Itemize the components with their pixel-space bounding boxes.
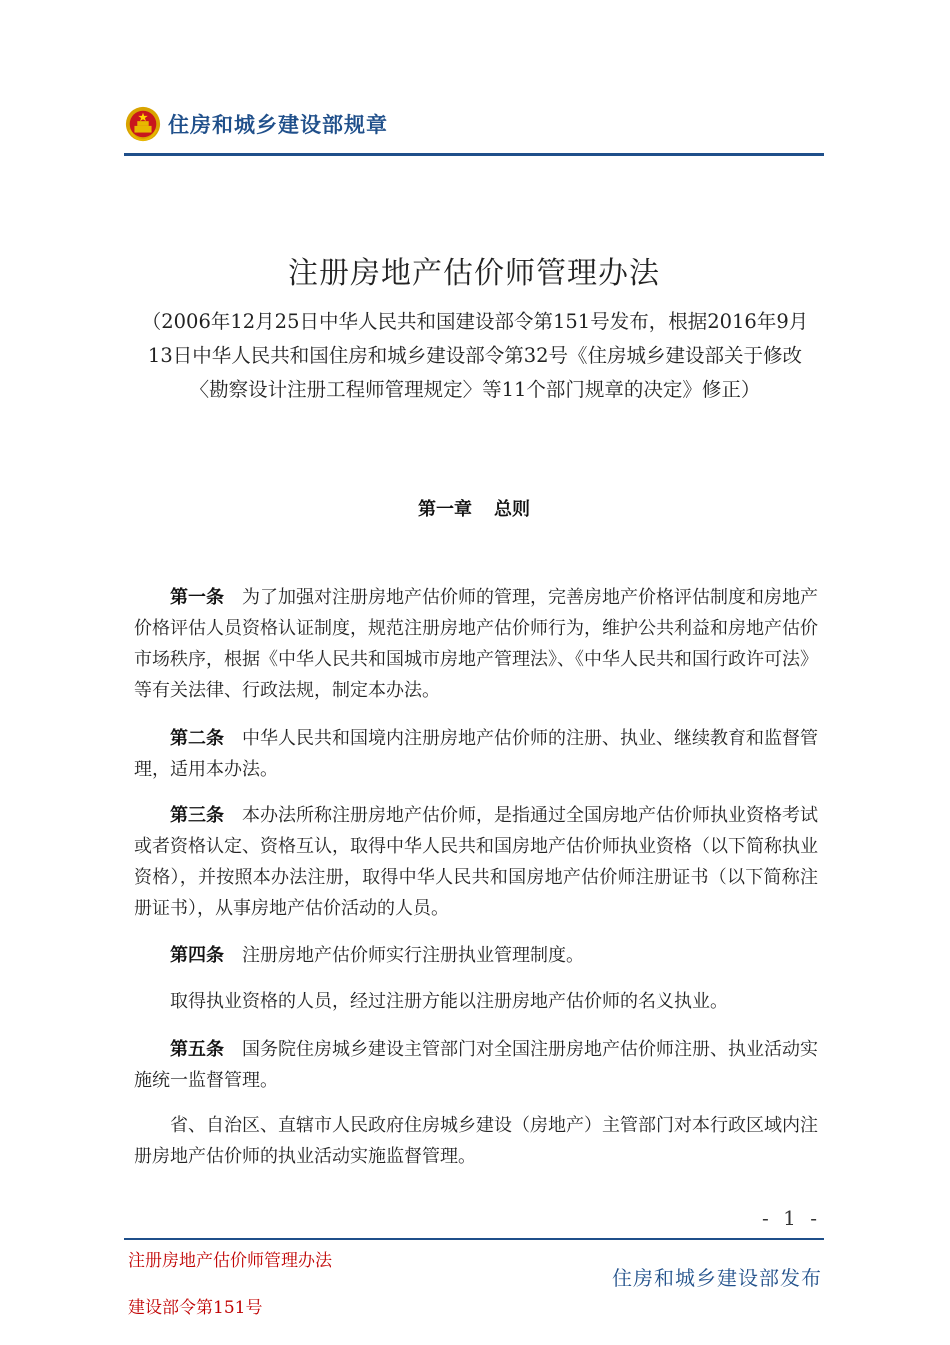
chapter-heading: [124, 495, 824, 521]
article-text: 取得执业资格的人员，经过注册方能以注册房地产估价师的名义执业。: [170, 991, 728, 1012]
article-paragraph: [134, 800, 818, 924]
chapter-number: 第一章: [418, 499, 472, 520]
article-text: 为了加强对注册房地产估价师的管理，完善房地产价格评估制度和房地产价格评估人员资格认证制度，规范注册房地产估价师行为，维护公共利益和房地产估价市场秩序，根据《中华人民共和国城市房地产管理法》、《中华人民共和国行政许可法》等有关法律、行政法规，制定本办法。: [134, 587, 818, 701]
header-divider: [124, 153, 824, 156]
header-title: 住房和城乡建设部规章: [168, 113, 388, 137]
footer-publisher: 住房和城乡建设部发布: [612, 1266, 822, 1290]
footer-document-title: 注册房地产估价师管理办法: [128, 1251, 332, 1271]
page-header: [124, 102, 388, 146]
article-label: 第四条: [170, 945, 224, 966]
article-label: 第二条: [170, 728, 224, 749]
document-title: 注册房地产估价师管理办法: [288, 256, 660, 291]
article-paragraph: [134, 940, 818, 971]
article-label: 第一条: [170, 587, 224, 608]
article-paragraph: [134, 723, 818, 785]
article-paragraph: [134, 986, 818, 1017]
article-text: 中华人民共和国境内注册房地产估价师的注册、执业、继续教育和监督管理，适用本办法。: [134, 728, 818, 780]
chapter-name: 总则: [494, 499, 530, 520]
footer-order-number: 建设部令第151号: [128, 1298, 263, 1318]
article-text: 本办法所称注册房地产估价师，是指通过全国房地产估价师执业资格考试或者资格认定、资格互认，取得中华人民共和国房地产估价师执业资格（以下简称执业资格），并按照本办法注册，取得中华人民共和国房地产估价师注册证书（以下简称注册证书），从事房地产估价活动的人员。: [134, 805, 818, 919]
article-paragraph: [134, 1110, 818, 1172]
article-text: 国务院住房城乡建设主管部门对全国注册房地产估价师注册、执业活动实施统一监督管理。: [134, 1039, 818, 1091]
article-label: 第三条: [170, 805, 224, 826]
footer-divider: [124, 1238, 824, 1240]
page-number: - 1 -: [762, 1206, 821, 1230]
article-paragraph: [134, 582, 818, 706]
article-label: 第五条: [170, 1039, 224, 1060]
national-emblem-icon: [124, 105, 162, 143]
document-subtitle: （2006年12月25日中华人民共和国建设部令第151号发布，根据2016年9月13日中华人民共和国住房和城乡建设部令第32号《住房城乡建设部关于修改〈勘察设计注册工程师管理规定〉等11个部门规章的决定》修正）: [141, 310, 809, 401]
article-text: 注册房地产估价师实行注册执业管理制度。: [242, 945, 584, 966]
article-paragraph: [134, 1034, 818, 1096]
article-text: 省、自治区、直辖市人民政府住房城乡建设（房地产）主管部门对本行政区域内注册房地产估价师的执业活动实施监督管理。: [134, 1115, 818, 1167]
